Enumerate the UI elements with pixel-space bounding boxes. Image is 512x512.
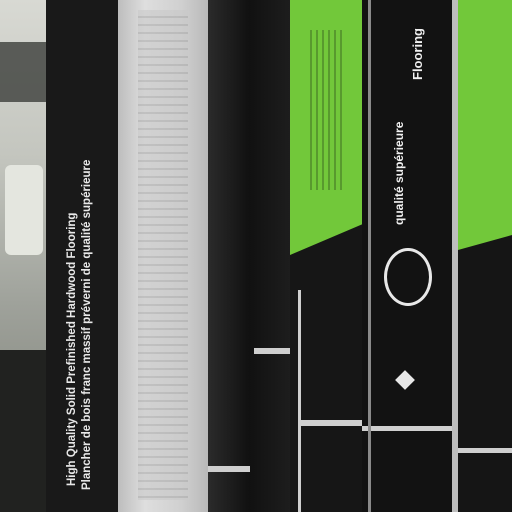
box-right-text-2: qualité supérieure: [392, 121, 406, 225]
flooring-box-left: [46, 0, 118, 512]
box-right-text-1: Flooring: [410, 28, 425, 80]
label-paper: [118, 0, 208, 512]
flooring-box-green: [290, 0, 362, 512]
photo-strip: [0, 0, 46, 512]
flooring-box-green-right: [452, 0, 512, 512]
flooring-box-right: [362, 0, 452, 512]
diamond-icon: [395, 370, 415, 390]
box-spine: [208, 0, 290, 512]
box-text-french: Plancher de bois franc massif préverni de qualité supérieure: [81, 159, 93, 490]
box-text-english: High Quality Solid Prefinished Hardwood Flooring: [66, 212, 78, 486]
brand-logo-icon: [384, 248, 432, 306]
